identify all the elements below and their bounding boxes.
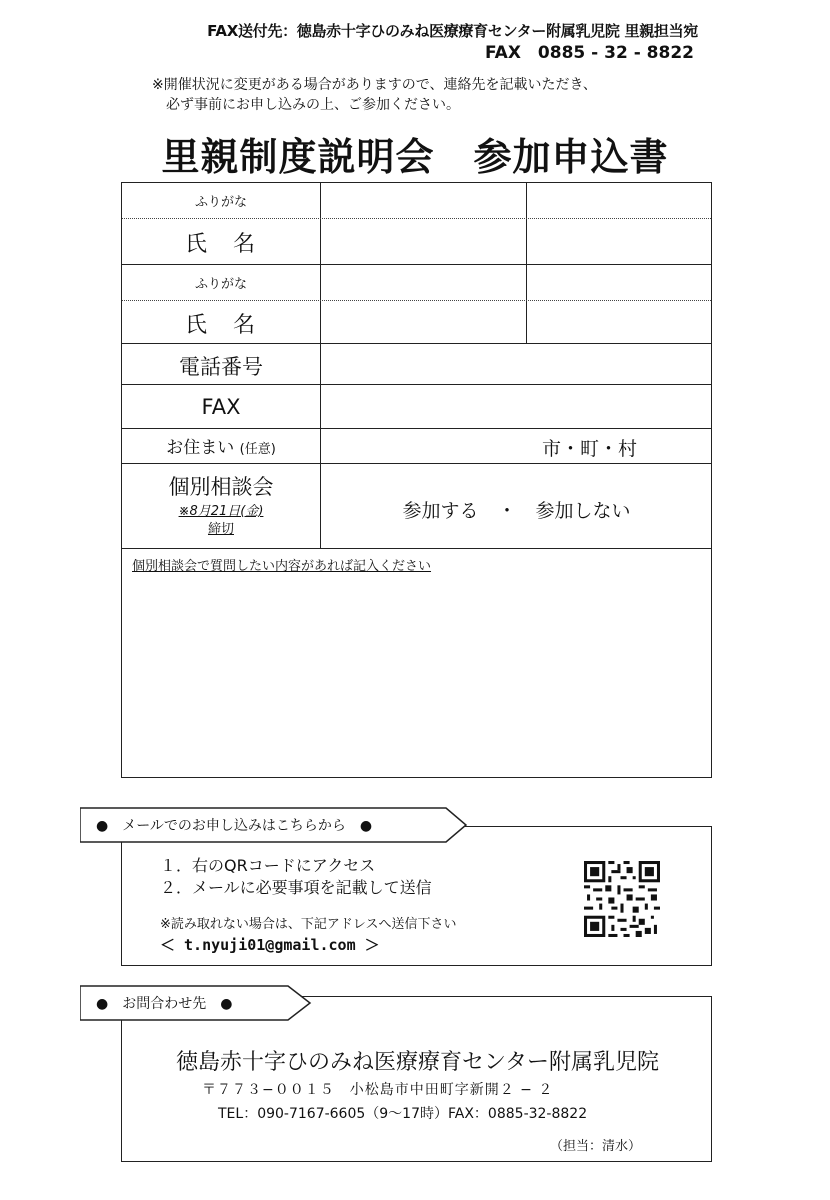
furigana-input-2a[interactable] (321, 265, 525, 300)
furigana-input-2b[interactable] (527, 265, 712, 300)
contact-tab-label: ● お問合わせ先 ● (96, 996, 233, 1012)
name-input-2b[interactable] (527, 301, 712, 343)
furigana-input-1a[interactable] (321, 183, 525, 218)
notice-line-1: ※開催状況に変更がある場合がありますので、連絡先を記載いただき、 (152, 77, 597, 93)
fax-label: FAX (201, 395, 241, 419)
mail-step-1: １．右のQRコードにアクセス (160, 856, 376, 875)
phone-label: 電話番号 (179, 355, 263, 379)
application-form (121, 182, 712, 778)
mail-fallback-note: ※読み取れない場合は、下記アドレスへ送信下さい (160, 917, 457, 932)
furigana-input-1b[interactable] (527, 183, 712, 218)
address-label (122, 433, 320, 458)
contact-person: （担当：清水） (550, 1139, 642, 1154)
address-optional: (任意) (239, 442, 276, 457)
furigana-label-1: ふりがな (194, 195, 247, 210)
mail-section (121, 826, 712, 966)
phone-input[interactable] (321, 344, 712, 384)
furigana-label-2: ふりがな (194, 277, 247, 292)
consult-label: 個別相談会 (168, 475, 274, 499)
fax-input[interactable] (321, 385, 712, 428)
contact-address: 〒７７３−００１５ 小松島市中田町字新開２ − ２ (202, 1082, 554, 1098)
row-divider (122, 463, 711, 464)
name-input-1b[interactable] (527, 219, 712, 264)
name-label-2: 氏 名 (184, 313, 257, 338)
page-title: 里親制度説明会 参加申込書 (161, 135, 669, 179)
consult-question-area[interactable] (122, 575, 711, 775)
address-label-text: お住まい (166, 438, 235, 458)
mail-tab-label: ● メールでのお申し込みはこちらから ● (96, 818, 373, 834)
consult-options[interactable]: 参加する ・ 参加しない (402, 500, 631, 522)
qr-code-icon[interactable] (584, 861, 660, 937)
mail-address[interactable]: ＜ t.nyuji01@gmail.com ＞ (160, 936, 380, 954)
fax-number: FAX 0885 - 32 - 8822 (485, 43, 694, 63)
consult-deadline: ※8月21日(金) (178, 504, 264, 519)
consult-deadline-suffix: 締切 (207, 522, 234, 537)
contact-org-name: 徳島赤十字ひのみね医療療育センター附属乳児院 (175, 1050, 660, 1075)
mail-step-2: ２．メールに必要事項を記載して送信 (160, 878, 432, 897)
address-input[interactable] (321, 429, 712, 463)
row-divider (122, 548, 711, 549)
consult-question-label: 個別相談会で質問したい内容があれば記入ください (132, 559, 432, 574)
fax-destination: FAX送付先：徳島赤十字ひのみね医療療育センター附属乳児院 里親担当宛 (207, 22, 698, 40)
address-suffix: 市・町・村 (542, 438, 638, 460)
name-input-2a[interactable] (321, 301, 525, 343)
name-label-1: 氏 名 (184, 232, 257, 257)
notice-line-2: 必ず事前にお申し込みの上、ご参加ください。 (166, 97, 460, 113)
contact-tel-fax: TEL：090-7167-6605（9～17時）FAX：0885-32-8822 (218, 1106, 588, 1122)
name-input-1a[interactable] (321, 219, 525, 264)
